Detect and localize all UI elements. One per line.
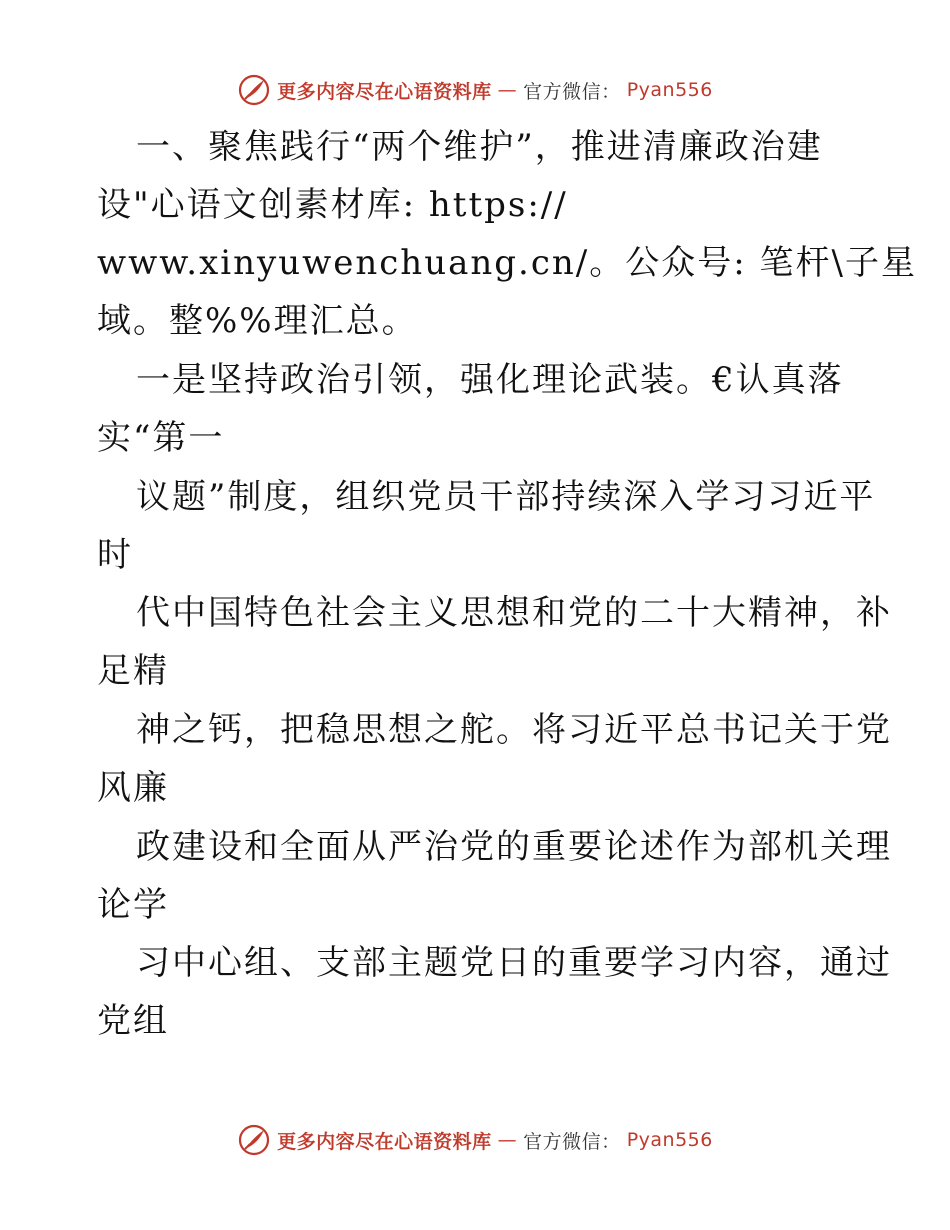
text-line: 域。整%%理汇总。 bbox=[97, 301, 418, 341]
text-line: 实“第一 bbox=[97, 418, 225, 458]
text-line: 时 bbox=[97, 535, 133, 575]
banner-wechat-label: 官方微信： bbox=[523, 1130, 621, 1153]
text-line: 议题”制度，组织党员干部持续深入学习习近平 bbox=[136, 477, 876, 517]
text-line: 代中国特色社会主义思想和党的二十大精神，补 bbox=[136, 593, 892, 633]
quill-pen-logo-icon bbox=[237, 1123, 271, 1157]
text-line: 神之钙，把稳思想之舵。将习近平总书记关于党 bbox=[136, 710, 892, 750]
text-line: 习中心组、支部主题党日的重要学习内容，通过 bbox=[136, 943, 892, 983]
text-line: 党组 bbox=[97, 1001, 169, 1041]
banner-wechat-handle: Pyan556 bbox=[626, 1129, 713, 1151]
text-line: 一是坚持政治引领，强化理论武装。€认真落 bbox=[136, 360, 844, 400]
text-line: 风廉 bbox=[97, 768, 169, 808]
text-line: 设"心语文创素材库: https:// bbox=[97, 185, 568, 225]
banner-lead-text: 更多内容尽在心语资料库 bbox=[277, 80, 492, 103]
text-line: 足精 bbox=[97, 651, 169, 691]
text-line: www.xinyuwenchuang.cn/。公众号: 笔杆\子星 bbox=[97, 243, 917, 283]
text-line: 一、聚焦践行“两个维护”，推进清廉政治建 bbox=[136, 127, 823, 167]
text-line: 政建设和全面从严治党的重要论述作为部机关理 bbox=[136, 827, 892, 867]
banner-lead-text: 更多内容尽在心语资料库 bbox=[277, 1130, 492, 1153]
footer-watermark-banner bbox=[0, 1120, 950, 1160]
banner-dash: — bbox=[497, 79, 518, 101]
banner-dash: — bbox=[497, 1129, 518, 1151]
banner-wechat-label: 官方微信： bbox=[523, 80, 621, 103]
text-line: 论学 bbox=[97, 885, 169, 925]
banner-wechat-handle: Pyan556 bbox=[626, 79, 713, 101]
